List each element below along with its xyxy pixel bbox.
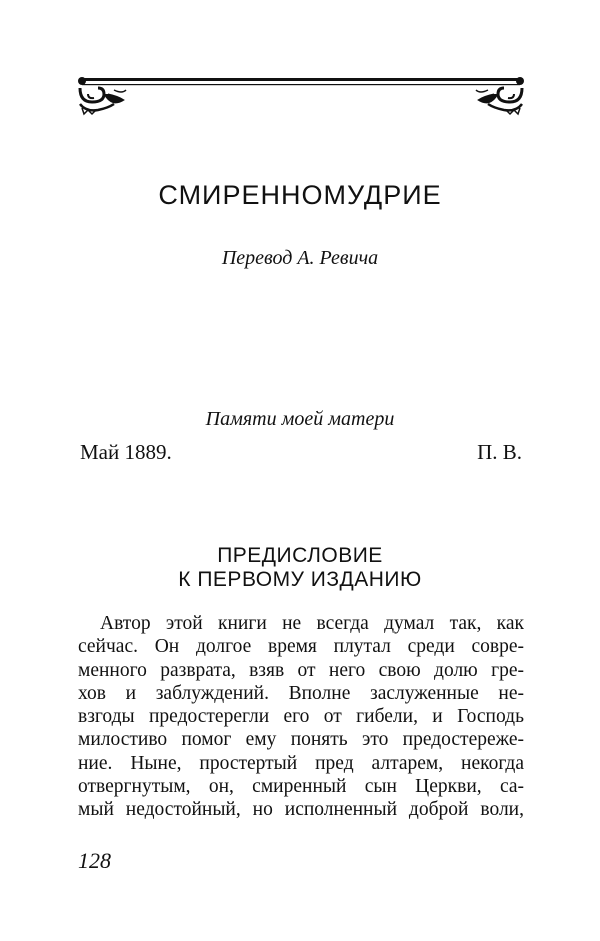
section-heading-line-2: К ПЕРВОМУ ИЗДАНИЮ — [178, 568, 422, 591]
body-line: менного разврата, взяв от него свою долю гре- — [78, 659, 524, 681]
body-line: хов и заблуждений. Вполне заслуженные не- — [78, 682, 524, 704]
body-line: взгоды предостерегли его от гибели, и Господь — [78, 706, 524, 728]
signature-date: Май 1889. — [80, 440, 172, 464]
body-line: сейчас. Он долгое время плутал среди совре- — [78, 636, 524, 658]
page-number: 128 — [78, 848, 111, 873]
body-line: мый недостойный, но исполненный доброй воли, — [78, 799, 524, 821]
ornament-right-cap — [516, 77, 524, 85]
signature-initials: П. В. — [477, 440, 522, 464]
section-heading — [0, 544, 600, 592]
ornament-top-rule — [82, 78, 520, 81]
section-heading-line-1: ПРЕДИСЛОВИЕ — [217, 544, 383, 567]
page-title: СМИРЕННОМУДРИЕ — [158, 180, 442, 210]
body-line: ние. Ныне, простертый пред алтарем, некогда — [78, 752, 524, 774]
translator-credit: Перевод А. Ревича — [221, 247, 379, 269]
body-line: Автор этой книги не всегда думал так, как — [100, 613, 524, 634]
ornament-left-cap — [78, 77, 86, 85]
dedication: Памяти моей матери — [205, 408, 395, 430]
body-paragraph — [78, 612, 524, 822]
body-line: милостиво помог ему понять это предостереже- — [78, 729, 524, 751]
signature-row — [80, 440, 522, 465]
ornament-graphic — [78, 72, 524, 118]
ornament-top-thin-rule — [82, 84, 520, 85]
ornament-right-scroll — [476, 88, 522, 114]
body-line: отвергнутым, он, смиренный сын Церкви, са- — [78, 776, 524, 798]
header-ornament — [78, 72, 524, 118]
ornament-left-scroll — [80, 88, 126, 114]
